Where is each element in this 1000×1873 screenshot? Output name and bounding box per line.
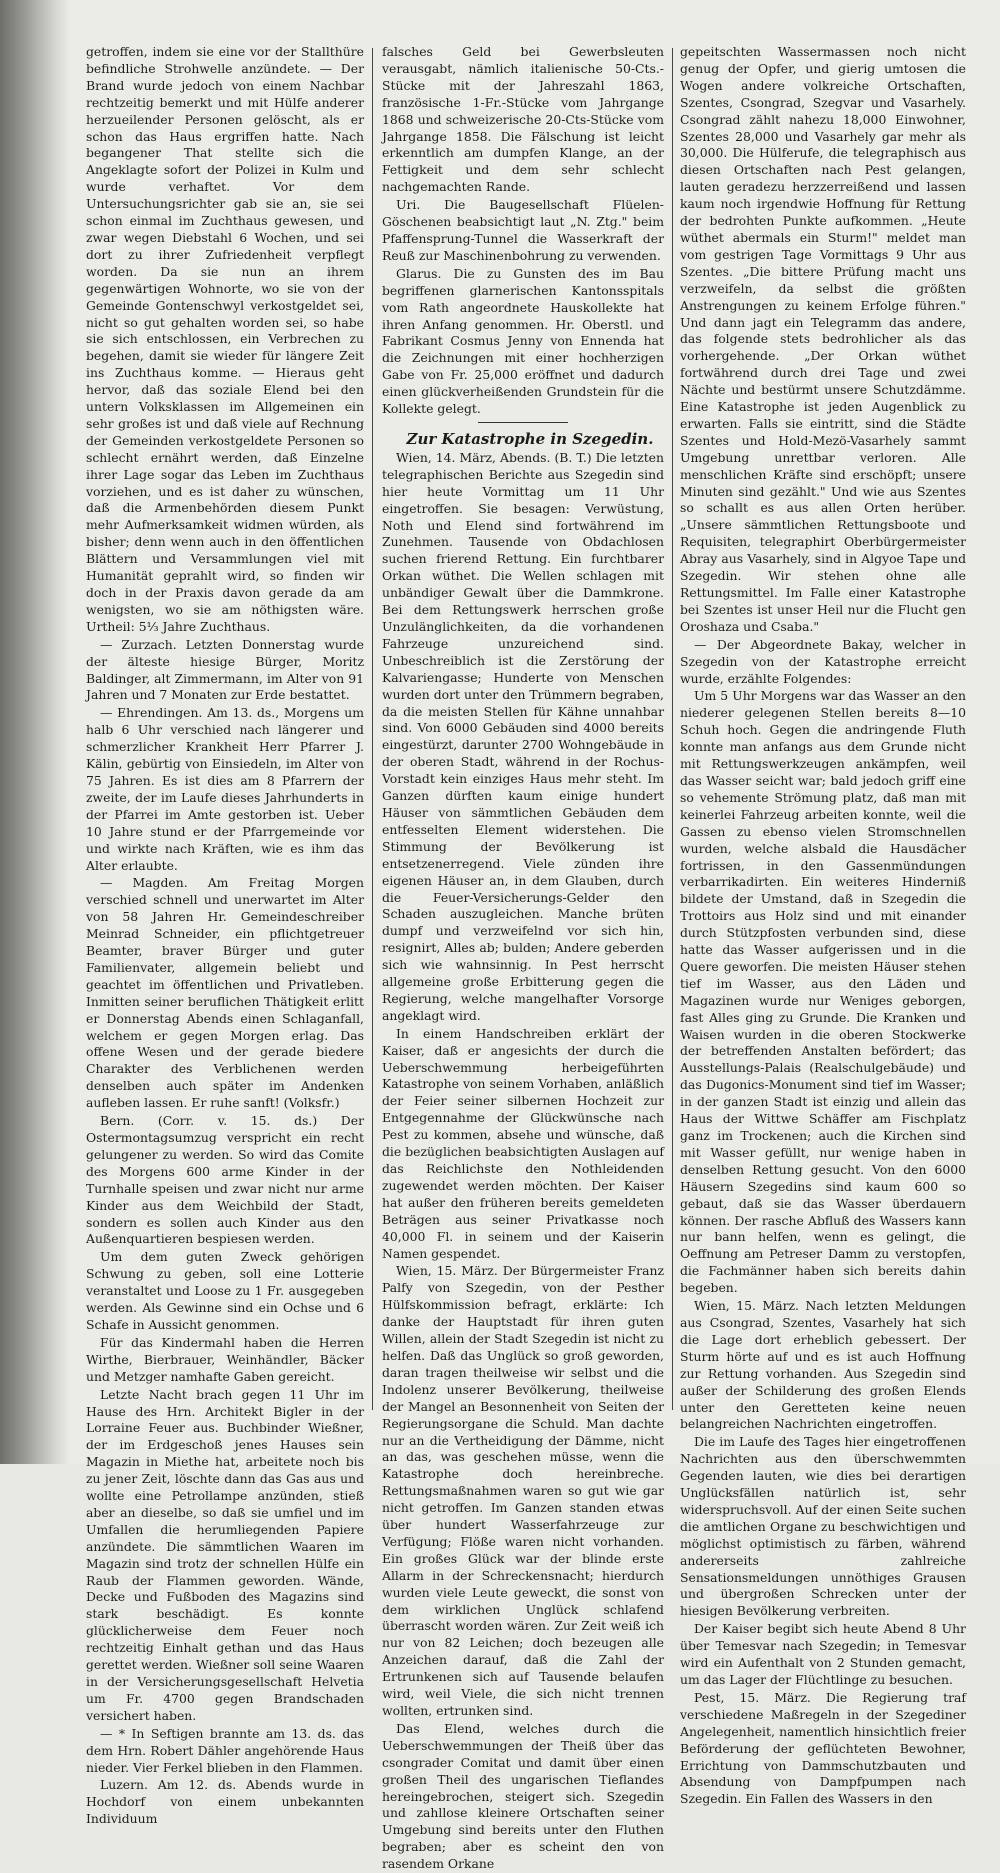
article-paragraph: In einem Handschreiben erklärt der Kaiser, daß er angesichts der durch die Ueberschwemmung herbeigeführten Katastrophe von seinem Vorhaben, anläßlich der Feier seiner silbernen Hochzeit zur Entgegennahme der Glückwünsche nach Pest zu kommen, absehe und wünsche, daß die bezüglichen beabsichtigten Auslagen auf das Reichlichste den Nothleidenden zugewendet werden möchten. Der Kaiser hat außer den früheren bereits gemeldeten Beträgen aus seiner Privatkasse noch 40,000 Fl. in seinem und der Kaiserin Namen gespendet. (382, 1025, 664, 1261)
column-rule (372, 48, 373, 1410)
article-paragraph: getroffen, indem sie eine vor der Stallthüre befindliche Strohwelle anzündete. — Der Brand wurde jedoch von einem Nachbar rechtzeitig bemerkt und mit Hülfe anderer herzueilender Personen gelöscht, als er schon das Haus ergriffen hatte. Nach begangener That stellte sich die Angeklagte sofort der Polizei in Kulm und wurde verhaftet. Vor dem Untersuchungsrichter gab sie an, sie sei schon einmal im Zuchthaus gewesen, und zwar wegen Diebstahl 6 Wochen, und sei dort zu ihrer Zufriedenheit verpflegt worden. Da sie nun an ihrem gegenwärtigen Wohnorte, wo sie von der Gemeinde Gontenschwyl verkostgeldet sei, nicht so gut gehalten worden sei, so habe sie sich entschlossen, ein Verbrechen zu begehen, damit sie wieder für längere Zeit ins Zuchthaus komme. — Hieraus geht hervor, daß das soziale Elend bei den untern Volksklassen im Allgemeinen ein sehr großes ist und daß viele auf Rechnung der Gemeinden verkostgeldete Personen so schlecht ernährt werden, daß Einzelne ihrer Lage sogar das Leben im Zuchthaus vorziehen, und es ist daher zu wünschen, daß die Armenbehörden diesem Punkt mehr Aufmerksamkeit widmen würden, als bisher; denn wenn auch in den öffentlichen Blättern und Versammlungen viel mit Humanität geprahlt wird, so finden wir doch in der Praxis davon gerade da am wenigsten, wo sie am nöthigsten wäre. Urtheil: 5⅓ Jahre Zuchthaus. (86, 44, 364, 634)
article-paragraph: falsches Geld bei Gewerbsleuten verausgabt, nämlich italienische 50-Cts.-Stücke mit der Jahreszahl 1863, französische 1-Fr.-Stücke vom Jahrgange 1868 und schweizerische 20-Cts-Stücke vom Jahrgange 1858. Die Fälschung ist leicht erkenntlich am dumpfen Klange, an der Fettigkeit und dem sehr schlecht nachgemachten Rande. (382, 44, 664, 195)
article-paragraph: Für das Kindermahl haben die Herren Wirthe, Bierbrauer, Weinhändler, Bäcker und Metzger namhafte Gaben gereicht. (86, 1334, 364, 1384)
article-paragraph: — Magden. Am Freitag Morgen verschied schnell und unerwartet im Alter von 58 Jahren Hr. Gemeindeschreiber Meinrad Schneider, ein pflichtgetreuer Beamter, braver Bürger und guter Familienvater, allgemein beliebt und geachtet im öffentlichen und Privatleben. Inmitten seiner beruflichen Thätigkeit erlitt er Donnerstag Abends einen Schlaganfall, welchem er gegen Morgen erlag. Das offene Wesen und der gerade biedere Charakter des Verblichenen werden denselben auch später im Andenken aufleben lassen. Er ruhe sanft! (Volksfr.) (86, 875, 364, 1111)
article-paragraph: Glarus. Die zu Gunsten des im Bau begriffenen glarnerischen Kantonsspitals vom Rath angeordnete Hauskollekte hat ihren Anfang genommen. Hr. Oberstl. und Fabrikant Cosmus Jenny von Ennenda hat die Zeichnungen mit einer hochherzigen Gabe von Fr. 25,000 eröffnet und dadurch einen glückverheißenden Grundstein für die Kollekte gelegt. (382, 265, 664, 417)
article-paragraph: Bern. (Corr. v. 15. ds.) Der Ostermontagsumzug verspricht ein recht gelungener zu werden. So wird das Comite des Morgens 600 arme Kinder in der Turnhalle speisen und zwar nicht nur arme Kinder aus dem Weichbild der Stadt, sondern es sollen auch Kinder aus den Außenquartieren bespiesen werden. (86, 1113, 364, 1247)
article-paragraph: — * In Seftigen brannte am 13. ds. das dem Hrn. Robert Dähler angehörende Haus nieder. Vier Ferkel blieben in den Flammen. (86, 1725, 364, 1775)
article-paragraph: Luzern. Am 12. ds. Abends wurde in Hochdorf von einem unbekannten Individuum (86, 1777, 364, 1827)
article-paragraph: Wien, 14. März, Abends. (B. T.) Die letzten telegraphischen Berichte aus Szegedin sind hier heute Vormittag um 11 Uhr eingetroffen. Sie besagen: Verwüstung, Noth und Elend sind fortwährend im Zunehmen. Tausende von Obdachlosen suchen frierend Rettung. Ein furchtbarer Orkan wüthet. Die Wellen schlagen mit unbändiger Gewalt über die Dammkrone. Bei dem Rettungswerk herrschen große Unzulänglichkeiten, da die vorhandenen Fahrzeuge unzureichend sind. Unbeschreiblich ist die Zerstörung der Kalvariengasse; Hunderte von Menschen wurden dort unter den Trümmern begraben, da die meisten Stellen für Kähne unnahbar sind. Von 6000 Gebäuden sind 4000 bereits eingestürzt, darunter 2700 Wohngebäude in der oberen Stadt, während in der Rochus-Vorstadt kein einziges Haus mehr steht. Im Ganzen dürften kaum einige hundert Häuser von sämmtlichen Gebäuden dem entfesselten Element widerstehen. Die Stimmung der Bevölkerung ist entsetzenerregend. Viele zünden ihre eigenen Häuser an, in dem Glauben, durch die Feuer-Versicherungs-Gelder den Schaden auszugleichen. Manche brüten dumpf und verzweifelnd vor sich hin, resignirt, Alles ab; bulden; Andere geberden sich wie wahnsinnig. In Pest herrscht allgemeine große Erbitterung gegen die Regierung, welche mangelhafter Vorsorge angeklagt wird. (382, 449, 664, 1023)
section-divider (478, 422, 568, 423)
article-paragraph: Wien, 15. März. Nach letzten Meldungen aus Csongrad, Szentes, Vasarhely hat sich die Lage dort erheblich gebessert. Der Sturm hörte auf und es ist auch Hoffnung zur Rettung vorhanden. Aus Szegedin sind außer der Schilderung des großen Elends unter den Geretteten keine neuen belangreichen Nachrichten eingetroffen. (680, 1298, 966, 1432)
article-paragraph: — Ehrendingen. Am 13. ds., Morgens um halb 6 Uhr verschied nach längerer und schmerzlicher Krankheit Herr Pfarrer J. Kälin, gebürtig von Einsiedeln, im Alter von 75 Jahren. Es ist dies am 8 Pfarrern der zweite, der im Laufe dieses Jahrhunderts in der Pfarrei im Amte gestorben ist. Ueber 10 Jahre stund er der Pfarrgemeinde vor und wirkte nach Kräften, wie es ihm das Alter erlaubte. (86, 705, 364, 873)
article-paragraph: Das Elend, welches durch die Ueberschwemmungen der Theiß über das csongrader Comitat und damit über einen großen Theil des ungarischen Tieflandes hereingebrochen, steigert sich. Szegedin und zahllose kleinere Ortschaften seiner Umgebung sind bereits unter den Fluthen begraben; aber es scheint den von rasendem Orkane (382, 1720, 664, 1872)
article-paragraph: Um dem guten Zweck gehörigen Schwung zu geben, soll eine Lotterie veranstaltet und Loose zu 1 Fr. ausgegeben werden. Als Gewinne sind ein Ochse und 6 Schafe in Aussicht genommen. (86, 1249, 364, 1332)
article-paragraph: Pest, 15. März. Die Regierung traf verschiedene Maßregeln in der Szegediner Angelegenheit, namentlich hinsichtlich freier Beförderung der geflüchteten Bewohner, Errichtung von Dammschutzbauten und Absendung von Dampfpumpen nach Szegedin. Ein Fallen des Wassers in den (680, 1689, 966, 1807)
column-1 (86, 44, 364, 1827)
article-paragraph: — Der Abgeordnete Bakay, welcher in Szegedin von der Katastrophe erreicht wurde, erzählte Folgendes: (680, 636, 966, 686)
article-paragraph: Uri. Die Baugesellschaft Flüelen-Göschenen beabsichtigt laut „N. Ztg." beim Pfaffensprung-Tunnel die Wasserkraft der Reuß zur Maschinenbohrung zu verwenden. (382, 197, 664, 263)
column-3 (680, 44, 966, 1807)
article-paragraph: Letzte Nacht brach gegen 11 Uhr im Hause des Hrn. Architekt Bigler in der Lorraine Feuer aus. Buchbinder Wießner, der im Erdgeschoß jenes Hauses sein Magazin in Miethe hat, arbeitete noch bis zu jener Zeit, löschte dann das Gas aus und wollte eine Petrollampe anzünden, stieß aber an dieselbe, so daß sie umfiel und im Umfallen die herumliegenden Papiere anzündete. Die sämmtlichen Waaren im Magazin sind trotz der schnellen Hülfe ein Raub der Flammen geworden. Wände, Decke und Fußboden des Magazins sind stark beschädigt. Es konnte glücklicherweise dem Feuer noch rechtzeitig Einhalt gethan und das Haus gerettet werden. Wießner soll seine Waaren in der Versicherungsgesellschaft Helvetia um Fr. 4700 gegen Brandschaden versichert haben. (86, 1386, 364, 1723)
article-paragraph: Wien, 15. März. Der Bürgermeister Franz Palfy von Szegedin, von der Pesther Hülfskommission befragt, erklärte: Ich danke der Hauptstadt für ihren guten Willen, allein der Stadt Szegedin ist nicht zu helfen. Daß das Unglück so groß geworden, daran tragen theilweise wir selbst und die Indolenz unserer Bevölkerung, theilweise der Mangel an Besonnenheit von Seiten der Regierungsorgane die Schuld. Man dachte nur an die Vertheidigung der Dämme, nicht an das, was geschehen müsse, wenn die Katastrophe doch hereinbreche. Rettungsmaßnahmen waren so gut wie gar nicht getroffen. Im Ganzen standen etwas über hundert Wasserfahrzeuge zur Verfügung; Flöße waren nicht vorhanden. Ein großes Glück war der blinde erste Allarm in der Schreckensnacht; hierdurch wurden viele Leute geweckt, die sonst von dem wirklichen Unglück schlafend überrascht worden wären. Zur Zeit weiß ich nur von 82 Leichen; doch bezeugen alle Anzeichen darauf, daß die Zahl der Ertrunkenen sich auf Tausende belaufen wird, weil Viele, die sich nicht trennen wollten, ertrunken sind. (382, 1263, 664, 1718)
article-paragraph: Der Kaiser begibt sich heute Abend 8 Uhr über Temesvar nach Szegedin; in Temesvar wird ein Aufenthalt von 2 Stunden gemacht, um das Lager der Flüchtlinge zu besuchen. (680, 1621, 966, 1687)
article-paragraph: Um 5 Uhr Morgens war das Wasser an den niederer gelegenen Stellen bereits 8—10 Schuh hoch. Gegen die andringende Fluth konnte man anfangs aus dem Grunde nicht mit Rettungswerkzeugen ankämpfen, weil das Wasser seicht war; bald jedoch griff eine so vehemente Strömung platz, daß man mit keinerlei Fahrzeug arbeiten konnte, weil die Gassen zu ebenso vielen Stromschnellen wurden, welche alsbald die Hausdächer fortrissen, in den Gassenmündungen verbarrikadirten. Ein weiteres Hinderniß bildete der Umstand, daß in Szegedin die Trottoirs aus Holz sind und mit einander durch Stützpfosten verbunden sind, diese hatte das Wasser aufgerissen und in die Quere geworfen. Die meisten Häuser stehen tief im Wasser, aus den Läden und Magazinen wurde nur Weniges geborgen, fast Alles ging zu Grunde. Die Kranken und Waisen wurden in die oberen Stockwerke der betreffenden Anstalten befördert; das Ausstellungs-Palais (Realschulgebäude) und das Dugonics-Monument sind tief im Wasser; in der ganzen Stadt ist einzig und allein das Haus der Wittwe Schäffer am Fischplatz ganz im Trockenen; auch die Kirchen sind mit Wasser gefüllt, nur wenige haben in denselben Rettung gesucht. Von den 6000 Häusern Szegedins sind kaum 600 so gebaut, daß sie das Wasser überdauern können. Der rasche Abfluß des Wassers kann nur bann helfen, wenn es gelingt, die Oeffnung am Petreser Damm zu verstopfen, die Fachmänner haben sich bereits dahin begeben. (680, 688, 966, 1296)
page-edge-shadow (0, 0, 70, 1464)
column-2 (382, 44, 664, 1872)
article-paragraph: gepeitschten Wassermassen noch nicht genug der Opfer, und gierig umtosen die Wogen andere volkreiche Ortschaften, Szentes, Csongrad, Szegvar und Vasarhely. Csongrad zählt nahezu 18,000 Einwohner, Szentes 28,000 und Vasarhely gar mehr als 30,000. Die Hülferufe, die telegraphisch aus diesen Ortschaften nach Pest gelangen, lauten geradezu herzzerreißend und lassen kaum noch irgendwie Hoffnung für Rettung der bedrohten Punkte aufkommen. „Heute wüthet abermals ein Sturm!" meldet man vom gestrigen Tage Vormittags 9 Uhr aus Szentes. „Die bittere Prüfung macht uns verzweifeln, da selbst die größten Anstrengungen zu keinem Erfolge führen." Und dann jagt ein Telegramm das andere, das folgende stets bedrohlicher als das vorhergehende. „Der Orkan wüthet fortwährend durch drei Tage und zwei Nächte und bestürmt unsere Schutzdämme. Eine Katastrophe ist jeden Augenblick zu erwarten. Falls sie eintritt, sind die Städte Szentes und Hold-Mezö-Vasarhely sammt Umgebung unrettbar verloren. Alle menschlichen Kräfte sind erschöpft; unsere Minuten sind gezählt." Und wie aus Szentes so schallt es aus allen Orten herüber. „Unsere sämmtlichen Rettungsboote und Requisiten, telegraphirt Oberbürgermeister Abray aus Vasarhely, sind in Algyoe Tape und Szegedin. Wir stehen ohne alle Rettungsmittel. Im Falle einer Katastrophe bei Szentes ist unser Heil nur die Flucht gen Oroshaza und Csaba." (680, 44, 966, 634)
section-headline: Zur Katastrophe in Szegedin. (406, 429, 654, 448)
article-paragraph: Die im Laufe des Tages hier eingetroffenen Nachrichten aus den überschwemmten Gegenden lauten, wie dies bei derartigen Unglücksfällen natürlich ist, sehr widerspruchsvoll. Auf der einen Seite suchen die amtlichen Organe zu beschwichtigen und möglichst optimistisch zu färben, während andererseits zahlreiche Sensationsmeldungen unnöthiges Grausen und übergroßen Schrecken unter der hiesigen Bevölkerung verbreiten. (680, 1434, 966, 1619)
column-rule (672, 48, 673, 1410)
article-paragraph: — Zurzach. Letzten Donnerstag wurde der älteste hiesige Bürger, Moritz Baldinger, alt Zimmermann, im Alter von 91 Jahren und 7 Monaten zur Erde bestattet. (86, 636, 364, 703)
